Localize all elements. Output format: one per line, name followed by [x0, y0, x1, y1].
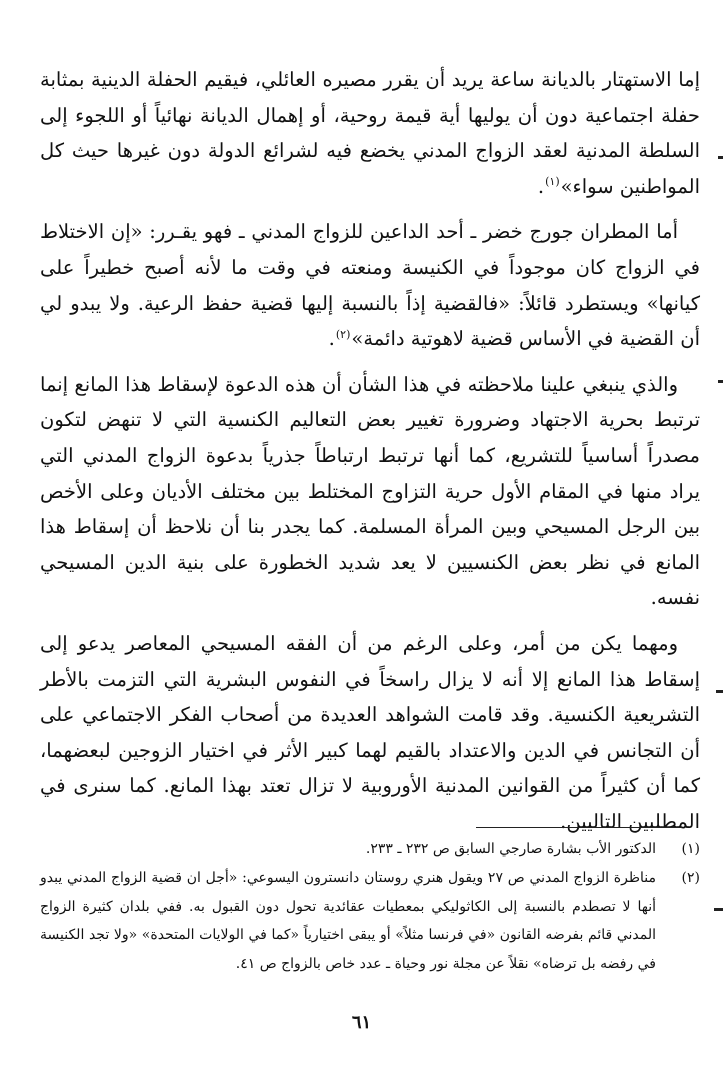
scan-edge-mark — [718, 156, 723, 159]
paragraph-2 — [40, 214, 700, 356]
footnote-ref-2: (٢) — [335, 327, 351, 341]
paragraph-1 — [40, 62, 700, 204]
scan-edge-mark — [714, 908, 723, 911]
footnotes — [40, 835, 700, 979]
paragraph-2-text: أما المطران جورج خضر ـ أحد الداعين للزواج المدني ـ فهو يقـرر: «إن الاختلاط في الزواج كان موجوداً في الكنيسة ومنعته في وقت ما لأنه أصبح خطيراً على كيانها» ويستطرد قائلاً: «فالقضية إذاً بالنسبة إليها قضية حفظ الرعية. ولا يبدو لي أن القضية في الأساس قضية لاهوتية دائمة» — [40, 220, 700, 351]
scan-edge-mark — [718, 380, 723, 383]
main-text — [40, 62, 700, 849]
scan-edge-mark — [716, 690, 723, 693]
footnote-2 — [40, 864, 700, 979]
footnote-2-text: مناظرة الزواج المدني ص ٢٧ ويقول هنري روستان دانسترون اليسوعي: «أجل ان قضية الزواج المدني يبدو أنها لا تصطدم بالنسبة إلى الكاثوليكي بمعطيات عقائدية تحول دون القبول به. ففي بلدان كثيرة الزواج المدني قائم بفرضه القانون «في فرنسا مثلاً» أو يبقى اختيارياً «كما في الولايات المتحدة» «ولا تجد الكنيسة في رفضه بل ترضاه» نقلاً عن مجلة نور وحياة ـ عدد خاص بالزواج ص ٤١. — [40, 869, 656, 973]
paragraph-4 — [40, 626, 700, 840]
footnote-1 — [40, 835, 700, 864]
footnote-1-number: (١) — [681, 841, 700, 857]
footnote-2-number: (٢) — [681, 869, 700, 886]
page-number: ٦١ — [351, 1012, 372, 1033]
paragraph-2-end: . — [328, 327, 335, 351]
paragraph-1-end: . — [537, 174, 545, 198]
footnote-1-text: الدكتور الأب بشارة صارجي السابق ص ٢٣٢ ـ ٢٣٣. — [365, 841, 656, 857]
paragraph-1-text: إما الاستهتار بالديانة ساعة يريد أن يقرر مصيره العائلي، فيقيم الحفلة الدينية بمثابة حفلة اجتماعية دون أن يوليها أية قيمة روحية، أو إهمال الديانة نهائياً أو اللجوء إلى السلطة المدنية لعقد الزواج المدني يخضع فيه لشرائع الدولة دون غيرها حيث كل المواطنين سواء» — [40, 68, 700, 198]
footnote-separator — [476, 827, 682, 828]
paragraph-3 — [40, 367, 700, 616]
footnote-ref-1: (١) — [545, 175, 560, 189]
paragraph-4-text: ومهما يكن من أمر، وعلى الرغم من أن الفقه المسيحي المعاصر يدعو إلى إسقاط هذا المانع إلا أنه لا يزال راسخاً في النفوس البشرية التي التزمت بالأطر التشريعية الكنسية. وقد قامت الشواهد العديدة من أصحاب الفكر الاجتماعي على أن التجانس في الدين والاعتداد بالقيم لهما كبير الأثر في اختيار الزوجين لبعضهما، كما أن كثيراً من القوانين المدنية الأوروبية لا تزال تعتد بهذا المانع. كما سنرى في المطلبين التاليين. — [40, 631, 700, 833]
paragraph-3-text: والذي ينبغي علينا ملاحظته في هذا الشأن أن هذه الدعوة لإسقاط هذا المانع إنما ترتبط بحرية الاجتهاد وضرورة تغيير بعض التعاليم الكنسية التي لا تنهض لتكون مصدراً أساسياً للتشريع، كما أنها ترتبط ارتباطاً جذرياً بدعوة الزواج المدني التي يراد منها في المقام الأول حرية التزاوج المختلط بين مختلف الأديان وعلى الأخص بين الرجل المسيحي وبين المرأة المسلمة. كما يجدر بنا أن نلاحظ أن إسقاط هذا المانع في نظر بعض الكنسيين لا يعد شديد الخطورة على بنية الدين المسيحي نفسه. — [40, 372, 700, 610]
